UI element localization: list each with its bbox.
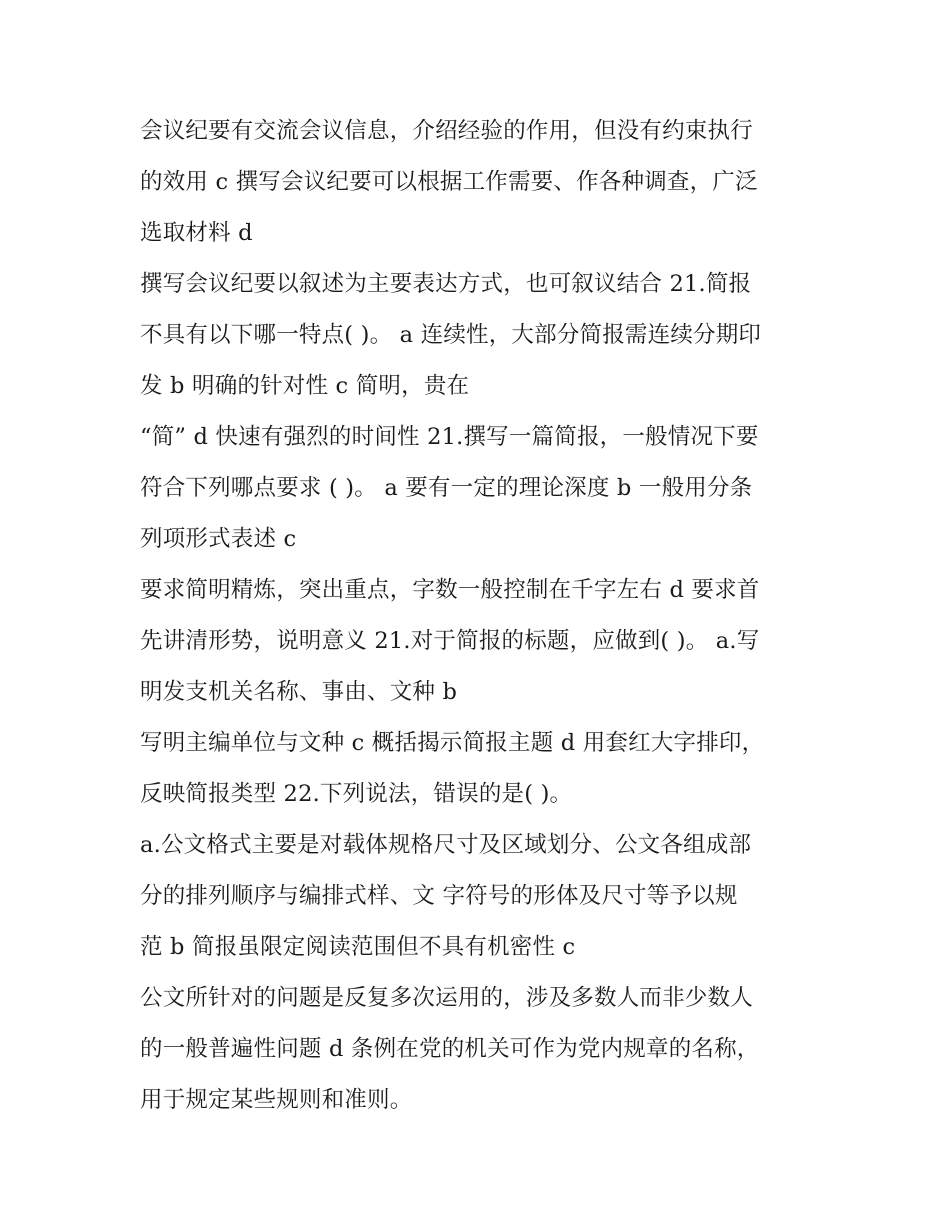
document-body	[140, 106, 820, 1126]
text-line: 写明主编单位与文种 c 概括揭示简报主题 d 用套红大字排印，	[140, 730, 765, 756]
text-line: “简” d 快速有强烈的时间性 21.撰写一篇简报，一般情况下要	[140, 424, 759, 450]
text-line: 范 b 简报虽限定阅读范围但不具有机密性 c	[140, 934, 576, 960]
text-line: 分的排列顺序与编排式样、文 字符号的形体及尺寸等予以规	[140, 883, 738, 909]
text-line: 发 b 明确的针对性 c 简明，贵在	[140, 373, 470, 399]
text-line: 公文所针对的问题是反复多次运用的，涉及多数人而非少数人	[140, 985, 753, 1011]
text-line: 先讲清形势，说明意义 21.对于简报的标题，应做到( )。 a.写	[140, 628, 760, 654]
text-line: 要求简明精炼，突出重点，字数一般控制在千字左右 d 要求首	[140, 577, 760, 603]
text-line: 的一般普遍性问题 d 条例在党的机关可作为党内规章的名称，	[140, 1036, 760, 1062]
text-line: 符合下列哪点要求 ( )。 a 要有一定的理论深度 b 一般用分条	[140, 475, 753, 501]
text-line: 明发支机关名称、事由、文种 b	[140, 679, 458, 705]
text-line: 撰写会议纪要以叙述为主要表达方式，也可叙议结合 21.简报	[140, 271, 752, 297]
text-line: 会议纪要有交流会议信息，介绍经验的作用，但没有约束执行	[140, 118, 753, 144]
text-line: 反映简报类型 22.下列说法，错误的是( )。	[140, 781, 573, 807]
text-line: 选取材料 d	[140, 220, 253, 246]
text-line: 列项形式表述 c	[140, 526, 297, 552]
text-line: 用于规定某些规则和准则。	[140, 1087, 413, 1113]
text-line: a.公文格式主要是对载体规格尺寸及区域划分、公文各组成部	[140, 832, 752, 858]
text-line: 的效用 c 撰写会议纪要可以根据工作需要、作各种调查，广泛	[140, 169, 758, 195]
text-line: 不具有以下哪一特点( )。 a 连续性，大部分简报需连续分期印	[140, 322, 762, 348]
